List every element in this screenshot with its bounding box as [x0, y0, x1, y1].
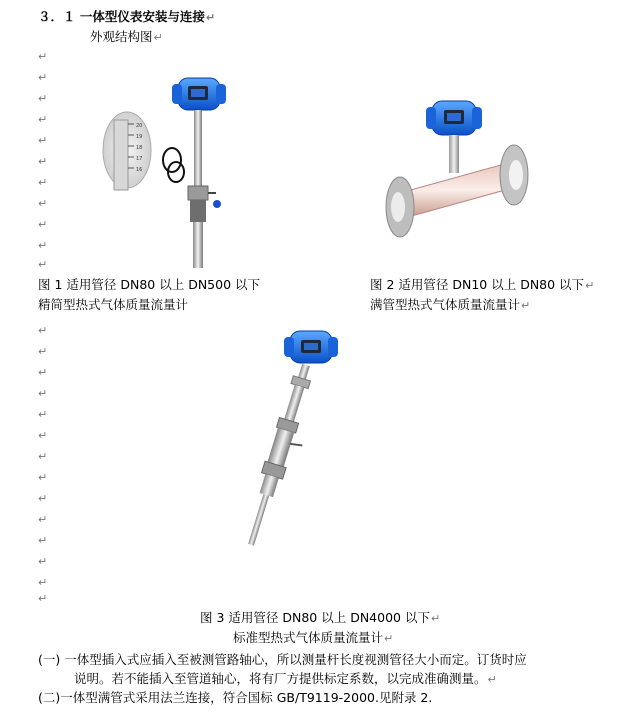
return-mark: ↵ [430, 612, 441, 625]
return-mark: ↵ [38, 408, 48, 421]
subheading [90, 29, 163, 46]
scale-tick-label: 18 [136, 145, 143, 151]
return-mark: ↵ [38, 155, 48, 168]
return-mark: ↵ [38, 555, 48, 568]
figure-1-image [100, 72, 250, 272]
return-mark: ↵ [487, 673, 497, 686]
return-mark: ↵ [153, 31, 163, 44]
return-mark: ↵ [38, 429, 48, 442]
return-mark: ↵ [38, 239, 48, 252]
figure-3-caption-line1 [200, 610, 440, 627]
scale-tick-label: 17 [136, 156, 143, 162]
figure-3-image [214, 325, 354, 553]
paragraph-1-line2 [74, 671, 497, 688]
return-mark: ↵ [38, 345, 48, 358]
paragraph-2: (二)一体型满管式采用法兰连接，符合国标 GB/T9119-2000.见附录 2. [38, 690, 433, 705]
return-mark: ↵ [384, 632, 394, 645]
return-mark: ↵ [205, 11, 216, 24]
section-heading-text: ３．１ 一体型仪表安装与连接 [38, 9, 205, 24]
return-mark: ↵ [38, 513, 48, 526]
return-mark: ↵ [521, 299, 531, 312]
figure-2-caption-line2 [370, 297, 530, 314]
subheading-text: 外观结构图 [90, 29, 153, 44]
figure-3-caption-line1-text: 图 3 适用管径 DN80 以上 DN4000 以下 [200, 610, 430, 625]
return-mark: ↵ [585, 279, 595, 292]
scale-tick-label: 20 [136, 123, 143, 129]
return-mark: ↵ [38, 492, 48, 505]
return-mark: ↵ [38, 176, 48, 189]
return-mark: ↵ [38, 592, 48, 605]
figure-2-caption-line1 [370, 277, 594, 294]
return-mark: ↵ [38, 92, 48, 105]
return-mark: ↵ [38, 134, 48, 147]
figure-2-caption-line2-text: 满管型热式气体质量流量计 [370, 297, 521, 312]
figure-1-caption-line1: 图 1 适用管径 DN80 以上 DN500 以下 [38, 277, 261, 292]
return-mark: ↵ [38, 450, 48, 463]
scale-tick-label: 16 [136, 167, 143, 173]
return-mark: ↵ [38, 113, 48, 126]
return-mark: ↵ [38, 576, 48, 589]
return-mark: ↵ [38, 387, 48, 400]
return-mark: ↵ [38, 197, 48, 210]
scale-tick-label: 19 [136, 134, 143, 140]
return-mark: ↵ [38, 218, 48, 231]
return-mark: ↵ [38, 534, 48, 547]
figure-3-caption-line2-text: 标准型热式气体质量流量计 [233, 630, 384, 645]
figure-2-image [378, 95, 538, 255]
paragraph-1-line2-text: 说明。若不能插入至管道轴心，将有厂方提供标定系数，以完成准确测量。 [74, 671, 487, 686]
figure-3-caption-line2 [233, 630, 393, 647]
return-mark: ↵ [38, 366, 48, 379]
return-mark: ↵ [38, 324, 48, 337]
return-mark: ↵ [38, 50, 48, 63]
return-mark: ↵ [38, 71, 48, 84]
return-mark: ↵ [38, 471, 48, 484]
return-mark: ↵ [38, 258, 48, 271]
figure-1-caption-line2: 精简型热式气体质量流量计 [38, 297, 189, 312]
paragraph-1-line1: (一) 一体型插入式应插入至被测管路轴心，所以测量杆长度视测管径大小而定。订货时应 [38, 652, 527, 667]
figure-2-caption-line1-text: 图 2 适用管径 DN10 以上 DN80 以下 [370, 277, 585, 292]
section-heading [38, 9, 215, 26]
